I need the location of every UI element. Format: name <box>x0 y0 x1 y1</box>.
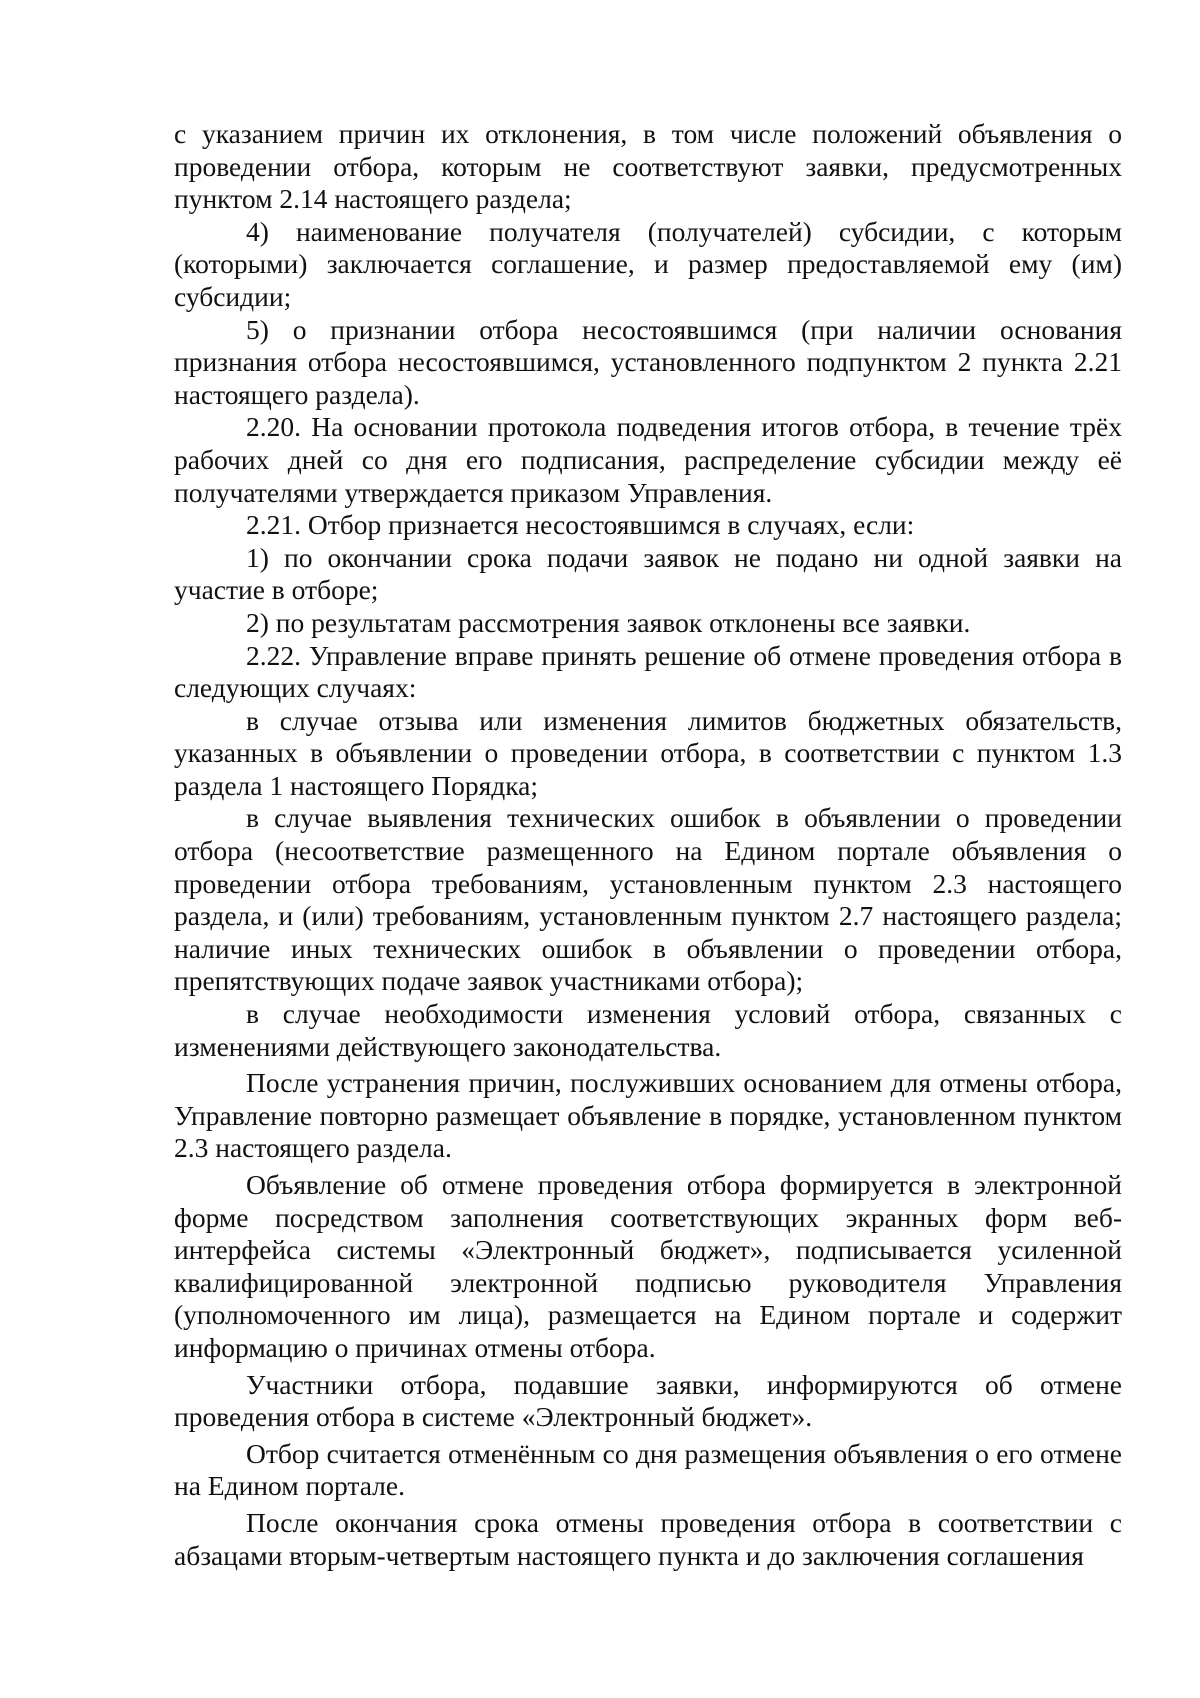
paragraph-participants-informed: Участники отбора, подавшие заявки, информируются об отмене проведения отбора в системе «Электронный бюджет». <box>174 1368 1122 1433</box>
paragraph-case-limits: в случае отзыва или изменения лимитов бюджетных обязательств, указанных в объявлении о проведении отбора, в соответствии с пунктом 1.3 раздела 1 настоящего Порядка; <box>174 704 1122 801</box>
paragraph-repeat-posting: После устранения причин, послуживших основанием для отмены отбора, Управление повторно размещает объявление в порядке, установленном пунктом 2.3 настоящего раздела. <box>174 1067 1122 1164</box>
paragraph-item-5: 5) о признании отбора несостоявшимся (при наличии основания признания отбора несостоявшимся, установленного подпунктом 2 пункта 2.21 настоящего раздела). <box>174 313 1122 410</box>
paragraph-case-legislation: в случае необходимости изменения условий отбора, связанных с изменениями действующего законодательства. <box>174 998 1122 1062</box>
paragraph-2-21-item-2: 2) по результатам рассмотрения заявок отклонены все заявки. <box>246 606 971 638</box>
paragraph-2-21: 2.21. Отбор признается несостоявшимся в случаях, если: <box>246 509 915 541</box>
document-page <box>174 118 1122 1572</box>
paragraph-case-errors: в случае выявления технических ошибок в объявлении о проведении отбора (несоответствие размещенного на Едином портале объявления о проведении отбора требованиям, установленным пунктом 2.3 настоящего раздела, и (или) требованиям, установленным пунктом 2.7 настоящего раздела; наличие иных технических ошибок в объявлении о проведении отбора, препятствующих подаче заявок участниками отбора); <box>174 802 1122 997</box>
paragraph-cancel-date: Отбор считается отменённым со дня размещения объявления о его отмене на Едином портале. <box>174 1437 1122 1502</box>
paragraph-2-20: 2.20. На основании протокола подведения итогов отбора, в течение трёх рабочих дней со дня его подписания, распределение субсидии между её получателями утверждается приказом Управления. <box>174 411 1122 508</box>
paragraph-2-21-item-1: 1) по окончании срока подачи заявок не подано ни одной заявки на участие в отборе; <box>174 541 1122 606</box>
paragraph-2-22: 2.22. Управление вправе принять решение об отмене проведения отбора в следующих случаях: <box>174 639 1122 704</box>
paragraph-rejection-reasons: с указанием причин их отклонения, в том числе положений объявления о проведении отбора, которым не соответствуют заявки, предусмотренных пунктом 2.14 настоящего раздела; <box>174 118 1122 215</box>
paragraph-after-cancel: После окончания срока отмены проведения отбора в соответствии с абзацами вторым-четвертым настоящего пункта и до заключения соглашения <box>174 1506 1122 1571</box>
paragraph-item-4: 4) наименование получателя (получателей) субсидии, с которым (которыми) заключается соглашение, и размер предоставляемой ему (им) субсидии; <box>174 215 1122 312</box>
paragraph-cancel-announcement: Объявление об отмене проведения отбора формируется в электронной форме посредством заполнения соответствующих экранных форм веб-интерфейса системы «Электронный бюджет», подписывается усиленной квалифицированной электронной подписью руководителя Управления (уполномоченного им лица), размещается на Едином портале и содержит информацию о причинах отмены отбора. <box>174 1169 1122 1363</box>
